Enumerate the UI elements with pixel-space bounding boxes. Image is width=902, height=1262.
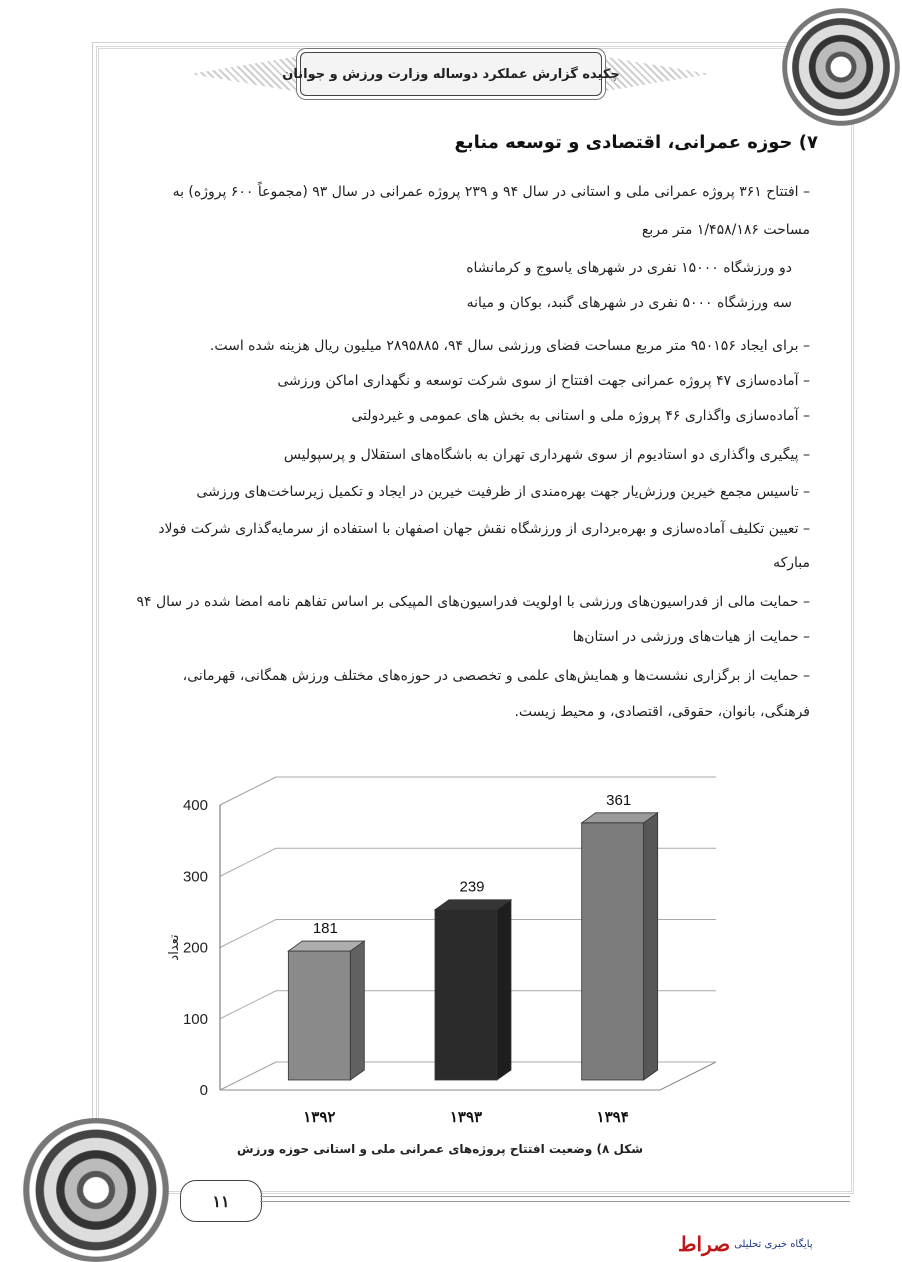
bar-side	[497, 900, 511, 1080]
x-category-label: ۱۳۹۲	[303, 1108, 336, 1126]
x-category-label: ۱۳۹۳	[449, 1108, 483, 1126]
y-tick-label: 100	[182, 1010, 208, 1028]
body-line: – حمایت از هیات‌های ورزشی در استان‌ها	[572, 629, 810, 645]
arabesque-ornament-icon	[782, 8, 900, 126]
y-tick-label: 200	[182, 939, 208, 957]
page-number: ۱۱	[180, 1180, 262, 1222]
y-tick-label: 400	[182, 797, 208, 814]
gridline	[220, 777, 716, 805]
body-line: – آماده‌سازی واگذاری ۴۶ پروژه ملی و استانی به بخش های عمومی و غیردولتی	[351, 408, 810, 424]
figure-caption: شکل ۸) وضعیت افتتاح پروژه‌های عمرانی ملی و استانی حوزه ورزش	[236, 1142, 644, 1156]
bar-side	[644, 813, 658, 1080]
body-line: سه ورزشگاه ۵۰۰۰ نفری در شهرهای گنبد، بوکان و میانه	[466, 295, 792, 311]
chart-back-wall	[220, 777, 716, 805]
bar-front	[582, 823, 644, 1080]
bar-side	[350, 941, 364, 1080]
body-line: – برای ایجاد ۹۵۰۱۵۶ متر مربع مساحت فضای ورزشی سال ۹۴، ۲۸۹۵۸۸۵ میلیون ریال هزینه شده است.	[209, 338, 810, 354]
body-line: – افتتاح ۳۶۱ پروژه عمرانی ملی و استانی در سال ۹۴ و ۲۳۹ پروژه عمرانی در سال ۹۳ (مجموعاً ۶۰۰ پروژه) به	[172, 184, 810, 200]
header-title: چکیده گزارش عملکرد دوساله وزارت ورزش و جوانان	[282, 66, 620, 82]
body-line: فرهنگی، بانوان، حقوقی، اقتصادی، و محیط زیست.	[514, 704, 810, 720]
x-category-label: ۱۳۹۴	[596, 1108, 629, 1126]
arabesque-ornament-bottom-icon	[22, 1118, 170, 1262]
bar-value-label: 181	[312, 920, 338, 938]
body-line: – آماده‌سازی ۴۷ پروژه عمرانی جهت افتتاح از سوی شرکت توسعه و نگهداری اماکن ورزشی	[277, 373, 810, 389]
bar-top	[582, 813, 658, 823]
body-line: مساحت ۱/۴۵۸/۱۸۶ متر مربع	[641, 222, 810, 238]
body-line: مبارکه	[773, 555, 810, 571]
watermark-text: پایگاه خبری تحلیلی	[734, 1238, 813, 1250]
bar-value-label: 361	[606, 791, 632, 809]
section-heading: ۷) حوزه عمرانی، اقتصادی و توسعه منابع	[454, 132, 818, 153]
bar-front	[435, 910, 497, 1080]
header-banner	[282, 52, 620, 96]
y-tick-label: 300	[182, 868, 208, 886]
bar-chart	[160, 760, 740, 1130]
watermark-logo: صراط	[678, 1232, 731, 1256]
body-line: – حمایت از برگزاری نشست‌ها و همایش‌های علمی و تخصصی در حوزه‌های مختلف ورزش همگانی، قهرمانی،	[182, 668, 810, 684]
bar-front	[288, 951, 350, 1080]
site-watermark	[678, 1232, 813, 1256]
body-line: – تاسیس مجمع خیرین ورزش‌یار جهت بهره‌مندی از ظرفیت خیرین در ایجاد و تکمیل زیرساخت‌های ورزشی	[196, 484, 810, 500]
bar-top	[288, 941, 364, 951]
bar-top	[435, 900, 511, 910]
chart-labels	[167, 792, 631, 1126]
body-line: – تعیین تکلیف آماده‌سازی و بهره‌برداری از ورزشگاه نقش جهان اصفهان با استفاده از سرمایه‌گذاری شرکت فولاد	[158, 521, 810, 537]
y-axis-title: تعداد	[167, 934, 182, 961]
footer-rule	[260, 1196, 850, 1202]
bar-value-label: 239	[459, 878, 485, 896]
chart-bars	[288, 813, 657, 1080]
y-tick-label: 0	[199, 1082, 208, 1099]
body-line: دو ورزشگاه ۱۵۰۰۰ نفری در شهرهای یاسوج و کرمانشاه	[466, 260, 792, 276]
body-line: – حمایت مالی از فدراسیون‌های ورزشی با اولویت فدراسیون‌های المپیکی بر اساس تفاهم نامه امضا شده در سال ۹۴	[136, 594, 810, 610]
body-line: – پیگیری واگذاری دو استادیوم از سوی شهرداری تهران به باشگاه‌های استقلال و پرسپولیس	[283, 447, 810, 463]
